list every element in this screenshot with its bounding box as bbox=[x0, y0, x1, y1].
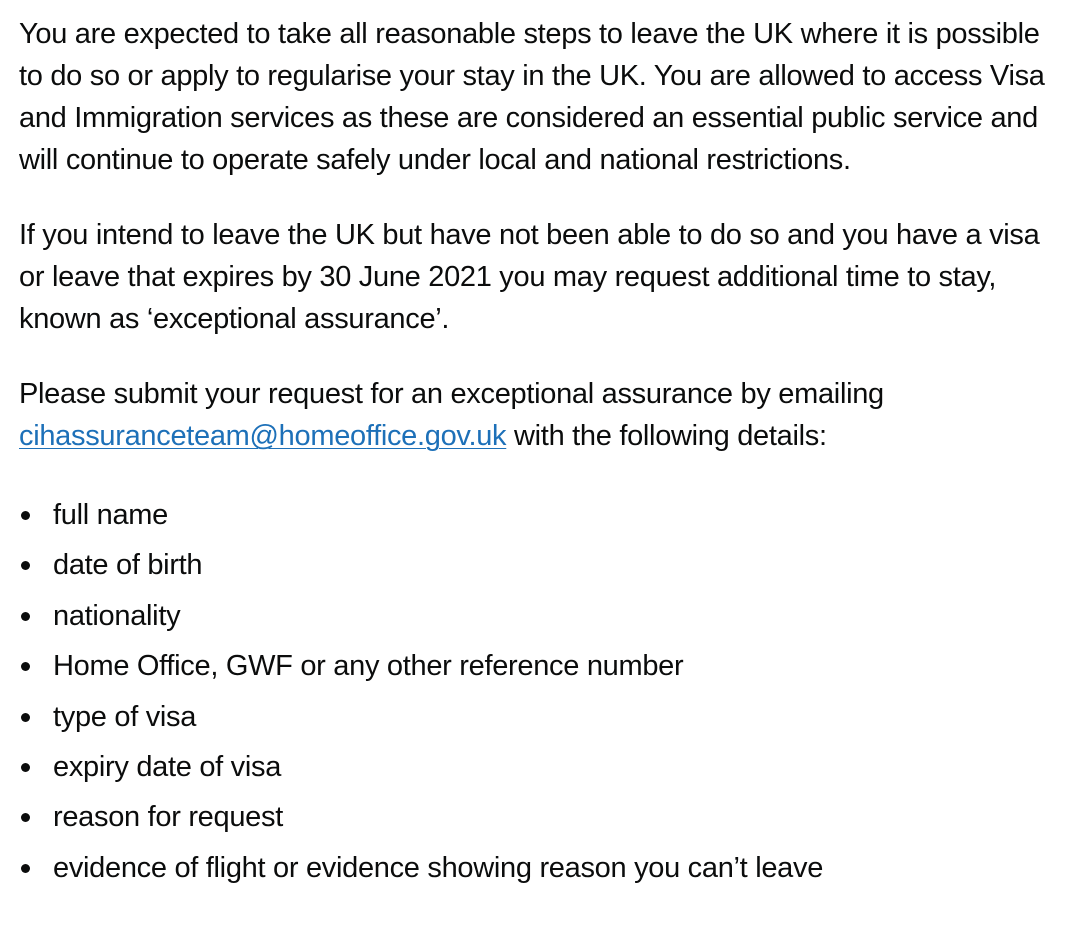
list-item-text: expiry date of visa bbox=[53, 750, 282, 783]
list-item bbox=[19, 591, 1069, 641]
bullet-icon bbox=[21, 813, 30, 822]
list-item-text: reason for request bbox=[53, 801, 283, 834]
bullet-icon bbox=[21, 864, 30, 873]
paragraph-exceptional-assurance: If you intend to leave the UK but have not been able to do so and you have a visa or leave that expires by 30 June 2021 you may request additional time to stay, known as ‘exceptional assurance’. bbox=[19, 219, 1040, 335]
submit-request-text: Please submit your request for an exceptional assurance by emailing bbox=[19, 378, 884, 410]
list-item-text: date of birth bbox=[53, 549, 203, 582]
list-item bbox=[19, 540, 1069, 590]
list-item-text: evidence of flight or evidence showing reason you can’t leave bbox=[53, 851, 824, 884]
submit-request-text-end: with the following details: bbox=[506, 420, 827, 452]
list-item bbox=[19, 641, 1069, 691]
list-item bbox=[19, 692, 1069, 742]
list-item bbox=[19, 843, 1069, 893]
bullet-icon bbox=[21, 713, 30, 722]
details-list bbox=[19, 490, 1069, 893]
list-item bbox=[19, 792, 1069, 842]
bullet-icon bbox=[21, 612, 30, 621]
bullet-icon bbox=[21, 763, 30, 772]
list-item bbox=[19, 742, 1069, 792]
list-item-text: Home Office, GWF or any other reference number bbox=[53, 650, 684, 683]
main-content bbox=[19, 13, 1069, 893]
paragraph-leave-uk: You are expected to take all reasonable steps to leave the UK where it is possible to do so or apply to regularise your stay in the UK. You are allowed to access Visa and Immigration services as these are considered an essential public service and will continue to operate safely under local and national restrictions. bbox=[19, 18, 1045, 176]
bullet-icon bbox=[21, 662, 30, 671]
bullet-icon bbox=[21, 561, 30, 570]
bullet-icon bbox=[21, 511, 30, 520]
list-item-text: nationality bbox=[53, 599, 181, 632]
list-item-text: full name bbox=[53, 499, 168, 531]
paragraph-submit-request bbox=[19, 373, 1069, 457]
email-link[interactable]: cihassuranceteam@homeoffice.gov.uk bbox=[19, 420, 507, 452]
list-item-text: type of visa bbox=[53, 700, 197, 733]
list-item bbox=[19, 490, 1069, 540]
